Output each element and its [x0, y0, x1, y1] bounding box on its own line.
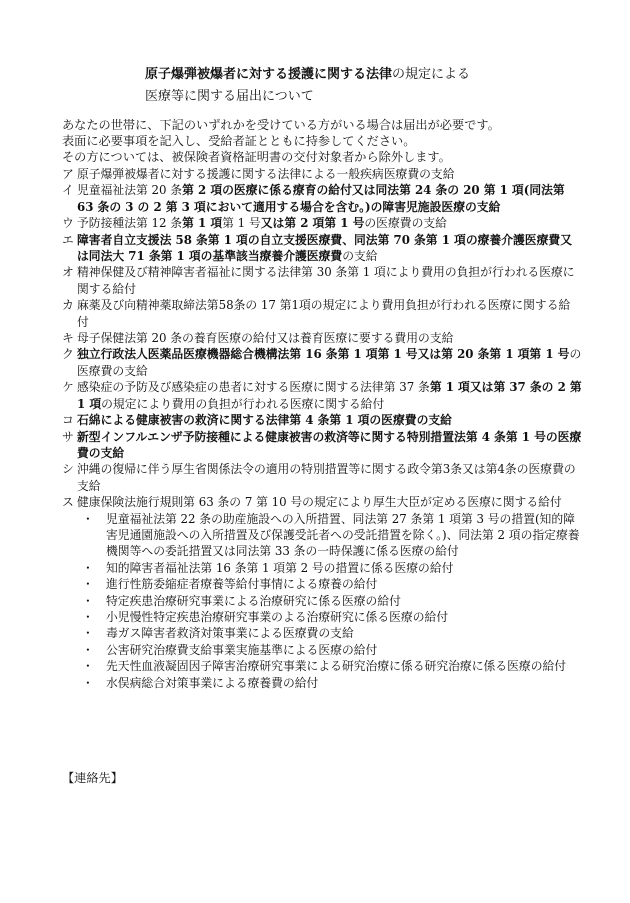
- list-item: ウ 予防接種法第 12 条第 1 項第 1 号又は第 2 項第 1 号の医療費の支給: [62, 216, 447, 231]
- contact-heading: 【連絡先】: [62, 771, 123, 785]
- intro-paragraph: [62, 117, 622, 166]
- list-item: サ 新型インフルエンザ予防接種による健康被害の救済等に関する特別措置法第 4 条第 1 号の医療費の支給: [62, 429, 582, 460]
- list-item: シ 沖縄の復帰に伴う厚生省関係法令の適用の特別措置等に関する政令第3条又は第4条の医療費の支給: [62, 462, 576, 493]
- list-item: ア 原子爆弾被爆者に対する援護に関する法律による一般疾病医療費の支給: [62, 167, 455, 181]
- sub-list-item: ・ 特定疾患治療研究事業による治療研究に係る医療の給付: [82, 593, 401, 608]
- sub-list-item: ・ 水俣病総合対策事業による療養費の給付: [82, 675, 319, 690]
- sub-list-item: ・ 毒ガス障害者救済対策事業による医療費の支給: [82, 626, 354, 641]
- bullet: ・: [82, 609, 94, 624]
- intro-line: 表面に必要事項を記入し、受給者証とともに持参してください。: [62, 134, 416, 149]
- list-item: ク 独立行政法人医薬品医療機器総合機構法第 16 条第 1 項第 1 号又は第 20 条第 1 項第 1 号の医療費の支給: [62, 347, 582, 378]
- title-line-2: 医療等に関する届出について: [145, 89, 314, 104]
- intro-line: あなたの世帯に、下記のいずれかを受けている方がいる場合は届出が必要です。: [62, 118, 500, 132]
- benefit-list: [62, 166, 582, 691]
- bullet: ・: [82, 642, 94, 657]
- list-item: ケ 感染症の予防及び感染症の患者に対する医療に関する法律第 37 条第 1 項又は第 37 条の 2 第 1 項の規定により費用の負担が行われる医療に関する給付: [62, 380, 582, 411]
- bullet: ・: [82, 560, 94, 575]
- list-item: ス 健康保険法施行規則第 63 条の 7 第 10 号の規定により厚生大臣が定める医療に関する給付: [62, 495, 562, 510]
- list-item: カ 麻薬及び向精神薬取締法第58条の 17 第1項の規定により費用負担が行われる医療に関する給付: [62, 298, 571, 329]
- sub-list-item: ・ 進行性筋委縮症者療養等給付事情による療養の給付: [82, 577, 378, 592]
- bullet: ・: [82, 511, 94, 526]
- list-item: キ 母子保健法第 20 条の養育医療の給付又は養育医療に要する費用の支給: [62, 331, 454, 346]
- bullet: ・: [82, 577, 94, 592]
- sub-list-item: ・ 小児慢性特定疾患治療研究事業のよる治療研究に係る医療の給付: [82, 609, 449, 624]
- bullet: ・: [82, 593, 94, 608]
- list-item: イ 児童福祉法第 20 条第 2 項の医療に係る療育の給付又は同法第 24 条の 20 第 1 項(同法第 63 条の 3 の 2 第 3 項において適用する場合を含む。)の障害児施設医療の支給: [62, 183, 565, 214]
- sub-list-item: ・ 児童福祉法第 22 条の助産施設への入所措置、同法第 27 条第 1 項第 3 号の措置(知的障害児通園施設への入所措置及び保護受託者への受託措置を除く。)、同法第 2 項の指定療養機関等への委託措置又は同法第 33 条の一時保護に係る医療の給付: [82, 511, 580, 559]
- sub-list-item: ・ 公害研究治療費支給事業実施基準による医療の給付: [82, 642, 378, 657]
- list-item: エ 障害者自立支援法 58 条第 1 項の自立支援医療費、同法第 70 条第 1 項の療養介護医療費又は同法大 71 条第 1 項の基準該当療養介護医療費の支給: [62, 232, 572, 264]
- list-item: オ 精神保健及び精神障害者福祉に関する法律第 30 条第 1 項により費用の負担が行われる医療に関する給付: [62, 265, 575, 296]
- bullet: ・: [82, 659, 94, 674]
- bullet: ・: [82, 626, 94, 641]
- sub-list-item: ・ 知的障害者福祉法第 16 条第 1 項第 2 号の措置に係る医療の給付: [82, 560, 454, 575]
- list-item: コ 石綿による健康被害の救済に関する法律第 4 条第 1 項の医療費の支給: [62, 413, 452, 428]
- bullet: ・: [82, 675, 94, 690]
- title-line-1: 原子爆弾被爆者に対する援護に関する法律の規定による: [145, 67, 471, 82]
- document-title: [145, 64, 605, 108]
- intro-line: その方については、被保険者資格証明書の交付対象者から除外します。: [62, 150, 451, 165]
- sub-list-item: ・ 先天性血液凝固因子障害治療研究事業による研究治療に係る研究治療に係る医療の給付: [82, 659, 567, 674]
